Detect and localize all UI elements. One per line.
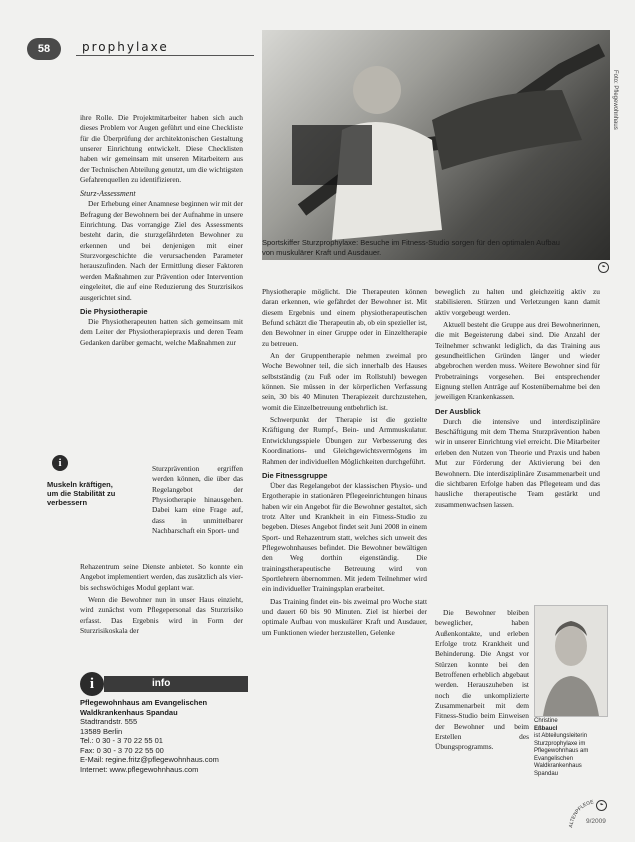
logo-text: ALTENPFLEGE [568, 799, 595, 829]
paragraph: Schwerpunkt der Therapie ist die gezielte Kräftigung der Rumpf-, Bein- und Armmuskulatur. Entwicklungsspiele Übungen zur Verbesserung des Koordinations- und Gleichgewichtsvermögens im Rahmen der individuellen Möglichkeiten durchgeführt. [262, 415, 427, 466]
paragraph: Sturzprävention ergriffen werden können, die über das Regelangebot der Physiotherapie hinausgehen. Dabei kam eine Frage auf, dass in unmittelbarer Nachbarschaft ein Sport- und [152, 464, 243, 536]
author-portrait [534, 605, 608, 717]
paragraph: ihre Rolle. Die Projektmitarbeiter haben sich auch dieses Problem vor Augen geführt und eine Checkliste für die Überprüfung der architektonischen Gestaltung unserer Einrichtung entwickelt. Diese Checklisten haben wir gemeinsam mit unseren Mitarbeitern aus der Technischen Abteilung genutzt, um die wichtigsten Gefahrenquellen zu identifizieren. [80, 113, 243, 185]
info-street: Stadtrandstr. 555 [80, 717, 138, 726]
author-bio: ist Abteilungsleiterin Sturzprophylaxe im Pflegewohnhaus am Evangelischen Waldkrankenhaus Spandau [534, 733, 589, 777]
column-3-top [435, 287, 600, 512]
info-website[interactable]: Internet: www.pflegewohnhaus.com [80, 764, 199, 774]
author-first-name: Christine [534, 718, 558, 724]
subheading-sturz-assessment: Sturz-Assessment [80, 189, 136, 199]
author-last-name: Eßbaucl [534, 725, 558, 732]
column-1-top [80, 113, 243, 350]
portrait-illustration [535, 606, 607, 716]
paragraph: Wenn die Bewohner nun in unser Haus einzieht, wird zunächst vom Pflegepersonal das Sturzrisiko erfasst. Das Ergebnis wird in Form der Sturzrisikoskala der [80, 595, 243, 636]
paragraph: Physiotherapie möglicht. Die Therapeuten können daran erkennen, wie gefährdet der Bewohner ist. Mit diesem Ergebnis und einem physiotherapeutischen Befund schätzt die Therapeutin ab, ob ein spezieller ist, den Bewohner in einer Gruppe oder in Einzeltherapie zu betreuen. [262, 287, 427, 348]
column-3-bottom [435, 608, 529, 755]
info-phone: Tel.: 0 30 - 3 70 22 55 01 [80, 736, 163, 745]
column-1-wrap [152, 464, 243, 538]
column-1-bottom [80, 562, 243, 638]
column-2 [262, 287, 427, 640]
paragraph: Die Bewohner bleiben beweglicher, haben Außenkontakte, und erleben Erfolge trotz Krankheit und Behinderung. Die Angst vor Stürzen konnte bei den Betroffenen erheblich abgebaut werden. Herauszuheben ist noch die unkomplizierte Zusammenarbeit mit dem Fitness-Studio beim Einweisen der Bewohner und beim Erstellen des Übungsprogramms. [435, 608, 529, 752]
paragraph: Aktuell besteht die Gruppe aus drei Bewohnerinnen, die mit Begeisterung dabei sind. Die Anzahl der Teilnehmer schwankt lediglich, da das Training aus gesundheitlichen Gründen länger und wieder abgebrochen werden muss. Weitere Bewohner sind für Probetrainings vorgesehen. Bei entsprechender Eignung stellen Anträge auf Kostenübernahme bei den jeweiligen Krankenkassen. [435, 320, 600, 402]
quote-icon: i [52, 455, 68, 471]
info-organization: Pflegewohnhaus am Evangelischen Waldkrankenhaus Spandau [80, 698, 208, 717]
photo-credit: Foto: Pflegewohnhaus [612, 70, 618, 130]
info-icon: i [80, 672, 104, 696]
paragraph: An der Gruppentherapie nehmen zweimal pro Woche Bewohner teil, die sich innerhalb des Hauses selbstständig (zu Fuß oder im Rollstuhl) bewegen können. Sie müssen in der körperlichen Verfassung sein, 30 bis 40 Minuten Therapiezeit durchzustehen, womit die Einzelbetreuung entbehrlich ist. [262, 351, 427, 412]
pull-quote: Muskeln kräftigen, um die Stabilität zu verbessern [47, 480, 116, 507]
photo-caption: Sportskiffer Sturzprophylaxe: Besuche im Fitness-Studio sorgen für den optimalen Aufbau von muskulärer Kraft und Ausdauer. [262, 238, 560, 257]
magazine-logo [568, 798, 608, 832]
subheading-fitnessgruppe: Die Fitnessgruppe [262, 470, 328, 480]
subheading-ausblick: Der Ausblick [435, 406, 481, 416]
corner-mark-icon: ⌁ [596, 800, 607, 811]
paragraph: Der Erhebung einer Anamnese beginnen wir mit der Befragung der Bewohnern bei der Aufnahme in unsere Einrichtung. Das vorrangige Ziel des Assessments besteht darin, die sturzgefährdeten Bewohner zu erkennen und bei denjenigen mit einer Sturzvorgeschichte die verursachenden Parameter herauszufinden. Nach der Ermittlung dieser Faktoren werden Maßnahmen zur Prävention oder Intervention eingeleitet, die auf eine Reduzierung des Sturzrisikos ausgerichtet sind. [80, 199, 243, 302]
info-box [80, 698, 250, 774]
issue-number: 9/2009 [586, 818, 606, 825]
paragraph: beweglich zu halten und gleichzeitig aktiv zu stabilisieren. Stürzen und Verletzungen kann damit aktiv vorgebeugt werden. [435, 287, 600, 317]
paragraph: Das Training findet ein- bis zweimal pro Woche statt und dauert 60 bis 90 Minuten. Ziel ist hierbei der optimale Aufbau von muskulärer Kraft und Ausdauer, um Funktionen wieder herzustellen, Gelenke [262, 596, 427, 637]
section-title: prophylaxe [82, 40, 169, 54]
info-email[interactable]: E-Mail: regine.fritz@pflegewohnhaus.com [80, 755, 219, 764]
info-city: 13589 Berlin [80, 726, 123, 736]
paragraph: Durch die intensive und interdisziplinäre Beschäftigung mit dem Thema Sturzprävention haben wir in unserer Einrichtung viel erreicht. Die Mitarbeiter erleben den Nutzen von Theorie und Praxis und haben Mut zur Förderung der Aktivierung bei den Bewohnern. Die interdisziplinäre Zusammenarbeit und die sichtbaren Erfolge haben das Pflegeteam und das hausliche therapeutische Team gestärkt und zusammenwachsen lassen. [435, 416, 600, 509]
fitness-photo [262, 30, 610, 260]
subheading-physiotherapie: Die Physiotherapie [80, 306, 148, 316]
info-fax: Fax: 0 30 - 3 70 22 55 00 [80, 745, 164, 755]
paragraph: Die Physiotherapeuten hatten sich gemeinsam mit dem Leiter der Physiotherapiepraxis und deren Team Gedanken darüber gemacht, welche Maßnahmen zur [80, 316, 243, 347]
info-title: info [104, 676, 248, 692]
header-rule [76, 55, 254, 56]
corner-mark-icon: ⌁ [598, 262, 609, 273]
paragraph: Über das Regelangebot der klassischen Physio- und Ergotherapie in stationären Pflegeeinrichtungen hinaus haben wir ein Angebot für die Bewohner gestaltet, sich trotz Alter und Krankheit in ein Fitness-Studio zu begeben. Dieses Angebot findet seit Juni 2008 in einem Sport- und Rehazentrum statt, welches sich unweit des Pflegewohnhauses befindet. Die Bewohner bewältigen den Weg dorthin eigenständig. Die trainingstherapeutische Betreuung wird von Sportlehrern übernommen. Mit jedem Teilnehmer wird ein individueller Trainingsplan erarbeitet. [262, 480, 427, 594]
page-number-badge: 58 [27, 38, 61, 60]
fitness-photo-illustration [262, 30, 610, 260]
magazine-logo-arc [568, 798, 608, 832]
portrait-caption [534, 718, 606, 778]
paragraph: Rehazentrum seine Dienste anbietet. So konnte ein Angebot implementiert werden, das zusätzlich als vier- bis sechswöchiges Modul geplant war. [80, 562, 244, 592]
